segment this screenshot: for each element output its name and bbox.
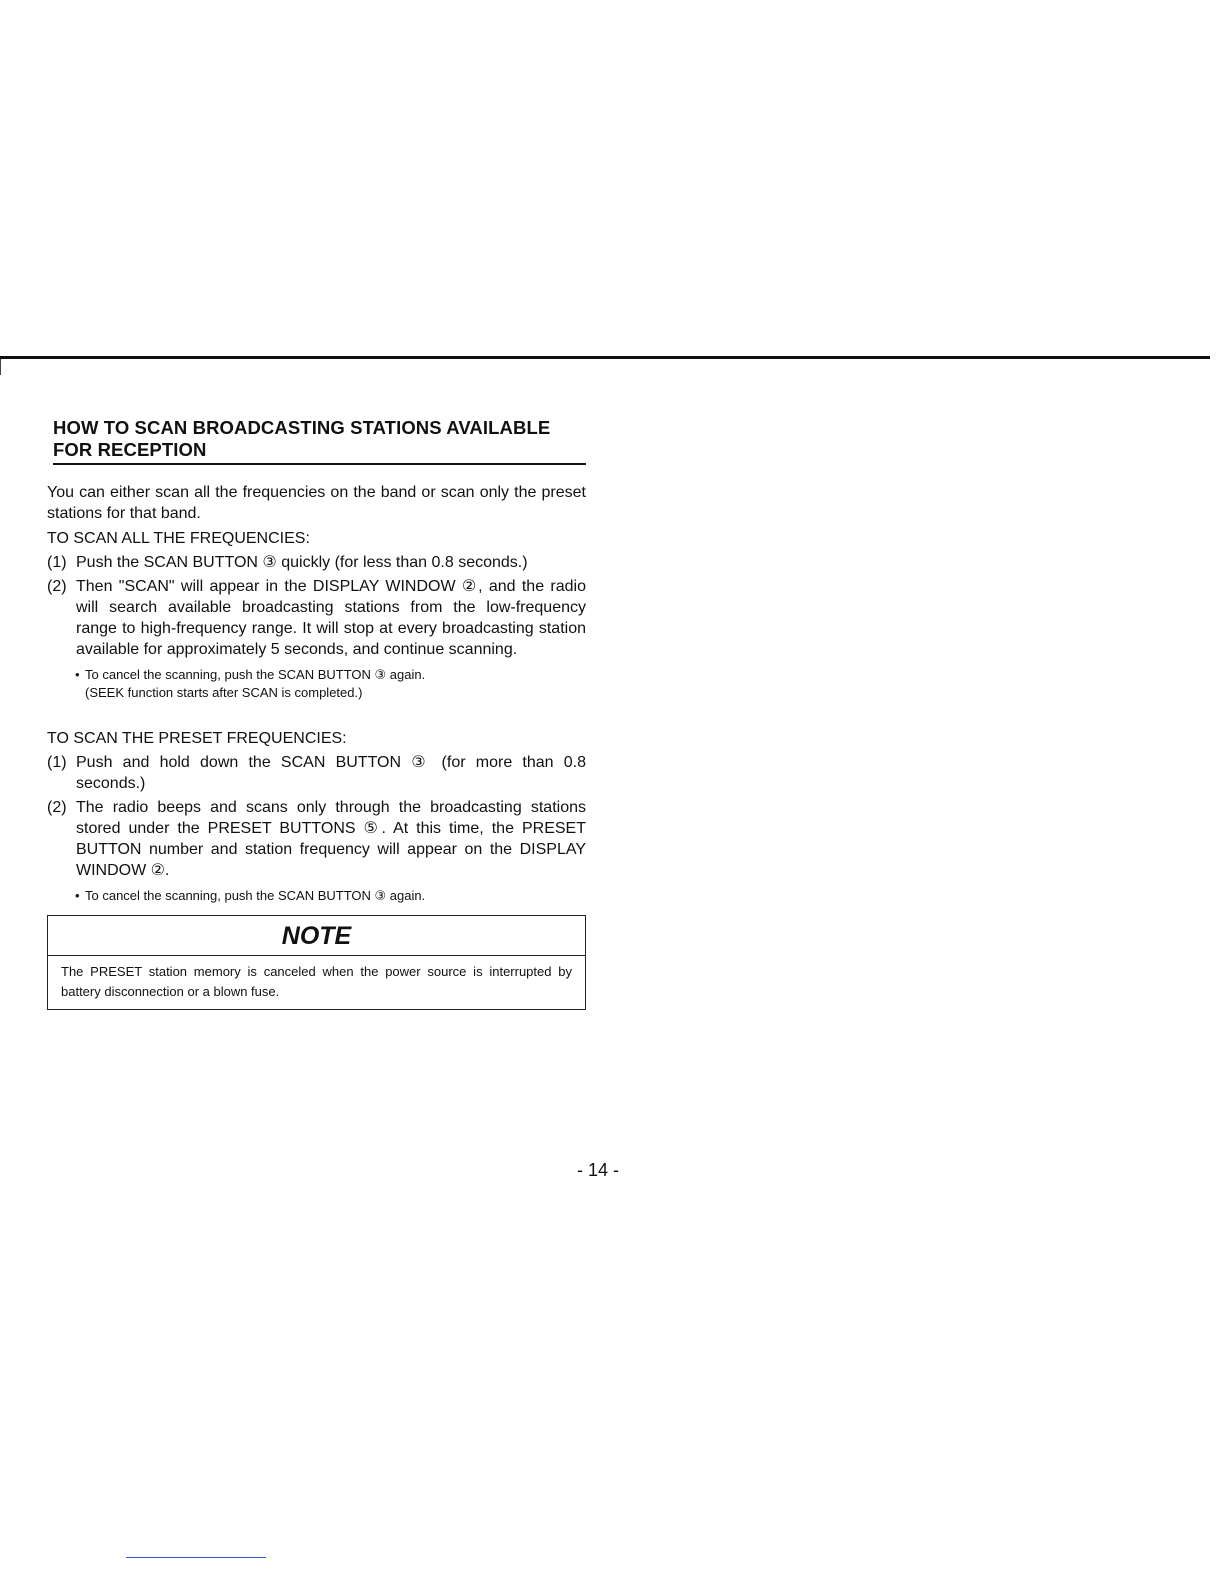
step-number: (1) (47, 554, 67, 571)
note-title: NOTE (48, 916, 585, 956)
page-number: - 14 - (577, 1160, 620, 1180)
scan-preset-tip (47, 887, 586, 905)
step-number: (1) (47, 754, 67, 771)
intro-paragraph: You can either scan all the frequencies on the band or scan only the preset stations for that band. (47, 484, 586, 522)
step-text: Push and hold down the SCAN BUTTON ③ (for more than 0.8 seconds.) (76, 754, 586, 792)
scan-preset-tip-text: To cancel the scanning, push the SCAN BUTTON ③ again. (85, 888, 426, 903)
scan-all-step-1 (47, 552, 586, 573)
scan-all-step-2 (47, 576, 586, 660)
scan-preset-step-2 (47, 797, 586, 881)
scan-all-tip-line2: (SEEK function starts after SCAN is completed.) (85, 685, 363, 700)
note-box (47, 915, 586, 1010)
bullet-icon: • (75, 667, 80, 682)
manual-section (47, 417, 586, 1010)
section-heading-line1: HOW TO SCAN BROADCASTING STATIONS AVAILABLE (53, 417, 551, 438)
top-rule (0, 356, 1210, 359)
heading-underline (53, 463, 586, 465)
section-heading (53, 417, 586, 461)
scan-all-title: TO SCAN ALL THE FREQUENCIES: (47, 530, 310, 547)
scan-preset-title: TO SCAN THE PRESET FREQUENCIES: (47, 730, 347, 747)
bottom-link-underline (126, 1557, 266, 1558)
scan-all-tip (47, 666, 586, 702)
step-text: Then "SCAN" will appear in the DISPLAY WINDOW ②, and the radio will search available broadcasting stations from the low-frequency range to high-frequency range. It will stop at every broadcasting station available for approximately 5 seconds, and continue scanning. (76, 578, 586, 658)
scan-all-tip-line1: To cancel the scanning, push the SCAN BUTTON ③ again. (85, 667, 426, 682)
step-number: (2) (47, 578, 67, 595)
step-text: Push the SCAN BUTTON ③ quickly (for less than 0.8 seconds.) (76, 554, 528, 571)
step-number: (2) (47, 799, 67, 816)
bullet-icon: • (75, 888, 80, 903)
left-margin-mark (0, 359, 1, 375)
step-text: The radio beeps and scans only through the broadcasting stations stored under the PRESET BUTTONS ⑤. At this time, the PRESET BUTTON number and station frequency will appear on the DISPLAY WINDOW ②. (76, 799, 586, 879)
section-heading-line2: FOR RECEPTION (53, 439, 207, 460)
note-body: The PRESET station memory is canceled when the power source is interrupted by battery disconnection or a blown fuse. (61, 964, 572, 999)
scan-preset-step-1 (47, 752, 586, 794)
